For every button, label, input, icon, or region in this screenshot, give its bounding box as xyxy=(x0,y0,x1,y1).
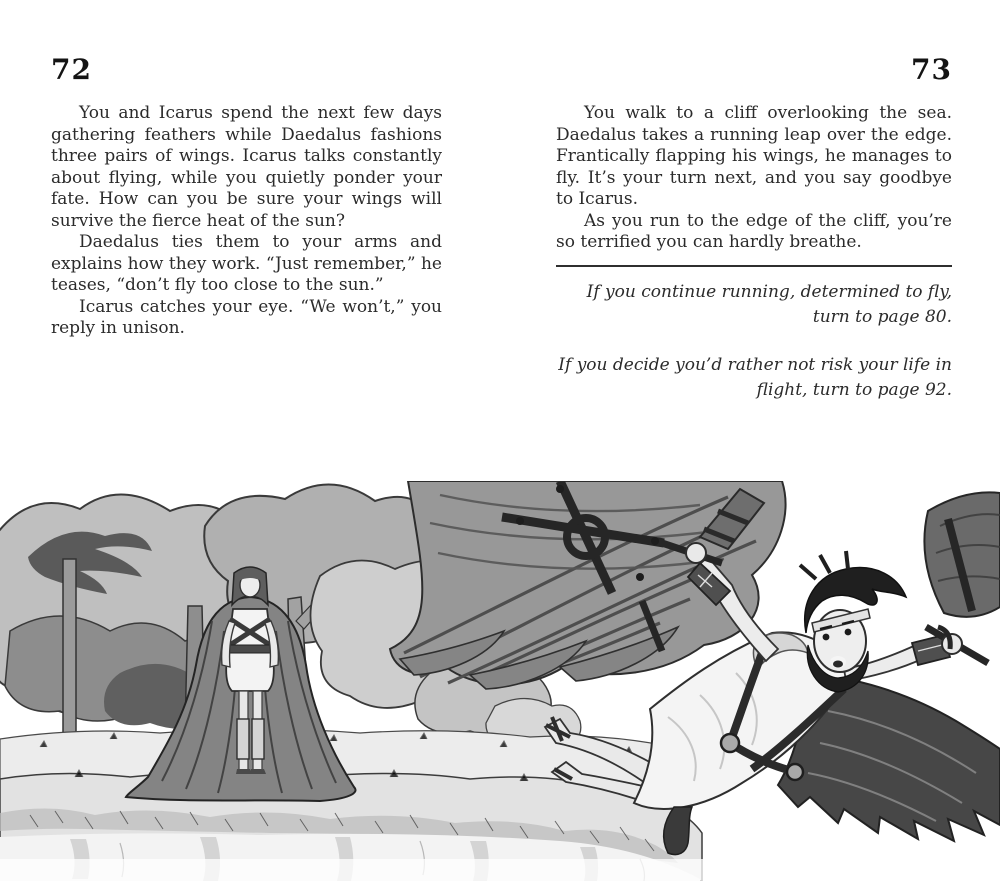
paragraph: You and Icarus spend the next few days gathering feathers while Daedalus fashions three pairs of wings. Icarus talks constantly about flying, while you quietly ponder your fate. How can you be sure your wings will survive the fierce heat of the sun? xyxy=(51,103,442,231)
page-number-left: 72 xyxy=(51,53,92,86)
paragraph: You walk to a cliff overlooking the sea. Daedalus takes a running leap over the edge. Frantically flapping his wings, he manages to fly. It’s your turn next, and you say goodbye to Icarus. xyxy=(556,103,952,209)
choice-option: If you continue running, determined to fly, turn to page 80. xyxy=(586,281,952,327)
paragraph: Icarus catches your eye. “We won’t,” you reply in unison. xyxy=(51,296,442,338)
choice-divider xyxy=(556,265,952,267)
page-73 xyxy=(556,55,952,403)
choice-option: If you decide you’d rather not risk your life in flight, turn to page 92. xyxy=(558,354,952,400)
page-number-right: 73 xyxy=(911,53,952,86)
paragraph: As you run to the edge of the cliff, you’re so terrified you can hardly breathe. xyxy=(556,210,952,252)
illustration-svg xyxy=(0,481,1000,881)
story-illustration xyxy=(0,481,1000,881)
paragraph: Daedalus ties them to your arms and explains how they work. “Just remember,” he teases, “don’t fly too close to the sun.” xyxy=(51,232,442,295)
page-72 xyxy=(51,55,442,340)
